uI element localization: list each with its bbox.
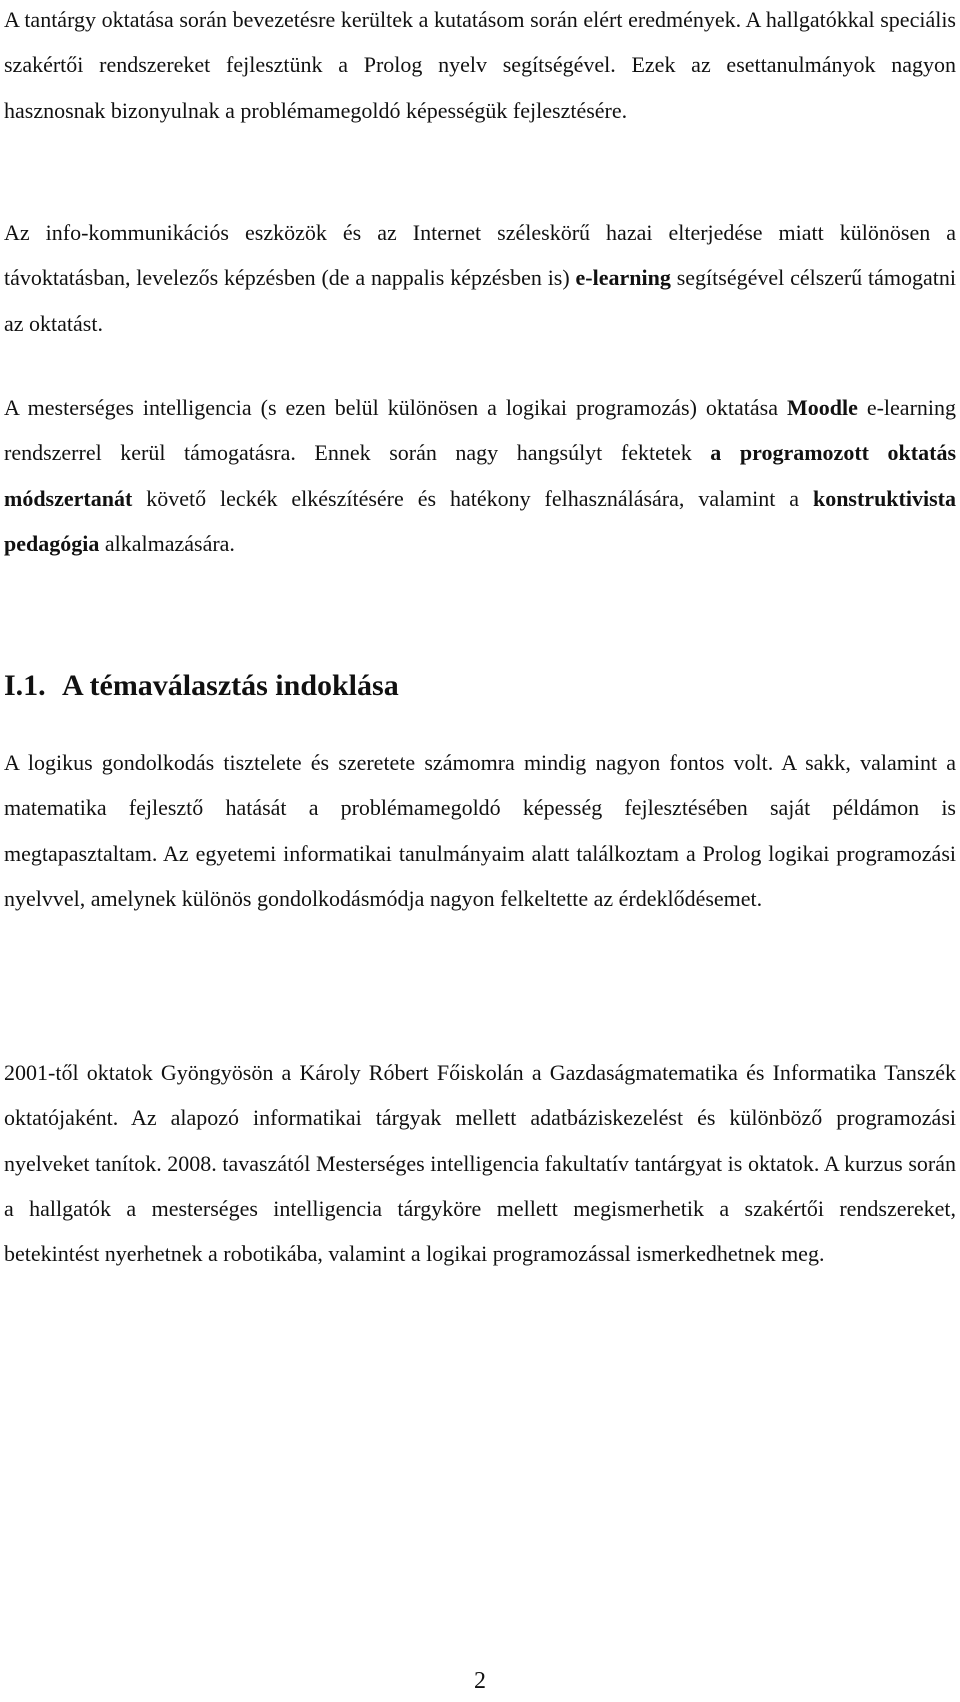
paragraph-text: A tantárgy oktatása során bevezetésre kerültek a kutatásom során elért eredmények. A hallgatókkal speciális szakértői rendszereket fejlesztünk a Prolog nyelv segítségével. Ezek az esettanulmányok nagyon hasznosnak bizonyulnak a problémamegoldó képességük fejlesztésére.: [4, 7, 956, 123]
page-number: 2: [474, 1668, 486, 1694]
paragraph-text: 2001-től oktatok Gyöngyösön a Károly Róbert Főiskolán a Gazdaságmatematika és Informatika Tanszék oktatójaként. Az alapozó informatikai tárgyak mellett adatbáziskezelést és különböző programozási nyelveket tanítok. 2008. tavaszától Mesterséges intelligencia fakultatív tantárgyat is oktatok. A kurzus során a hallgatók a mesterséges intelligencia tárgyköre mellett megismerhetik a szakértői rendszereket, betekintést nyerhetnek a robotikába, valamint a logikai programozással ismerkedhetnek meg.: [4, 1060, 956, 1267]
bold-term-e-learning: e-learning: [575, 265, 671, 291]
paragraph-moodle: [4, 385, 956, 566]
bold-term-moodle: Moodle: [786, 395, 858, 420]
paragraph-topic-reasoning: [4, 740, 956, 921]
section-title: A témaválasztás indoklása: [62, 669, 399, 702]
paragraph-text: e-learning rendszerrel kerül támogatásra. Ennek során nagy hangsúlyt fektetek: [4, 395, 957, 466]
paragraph-text: A mesterséges intelligencia (s ezen belül különösen a logikai programozás) oktatása: [4, 395, 787, 420]
paragraph-research-results: [4, 0, 956, 133]
bold-term-programmed-teaching: a programozott oktatás módszertanát: [4, 440, 957, 511]
bold-term-constructivist-pedagogy: konstruktivista pedagógia: [4, 485, 956, 556]
paragraph-text: segítségével célszerű támogatni az oktatást.: [4, 265, 956, 336]
paragraph-text: alkalmazására.: [99, 530, 235, 556]
paragraph-text: követő leckék elkészítésére és hatékony felhasználására, valamint a: [132, 485, 813, 511]
paragraph-teaching-background: [4, 1050, 956, 1276]
section-heading: [4, 664, 399, 708]
paragraph-text: A logikus gondolkodás tisztelete és szeretete számomra mindig nagyon fontos volt. A sakk, valamint a matematika fejlesztő hatását a problémamegoldó képesség fejlesztésében saját példámon is megtapasztaltam. Az egyetemi informatikai tanulmányaim alatt találkoztam a Prolog logikai programozási nyelvvel, amelynek különös gondolkodásmódja nagyon felkeltette az érdeklődésemet.: [4, 750, 956, 911]
paragraph-text: Az info-kommunikációs eszközök és az Internet széleskörű hazai elterjedése miatt különösen a távoktatásban, levelezős képzésben (de a nappalis képzésben is): [4, 220, 956, 291]
section-number: I.1.: [4, 669, 46, 702]
paragraph-e-learning: [4, 210, 956, 346]
